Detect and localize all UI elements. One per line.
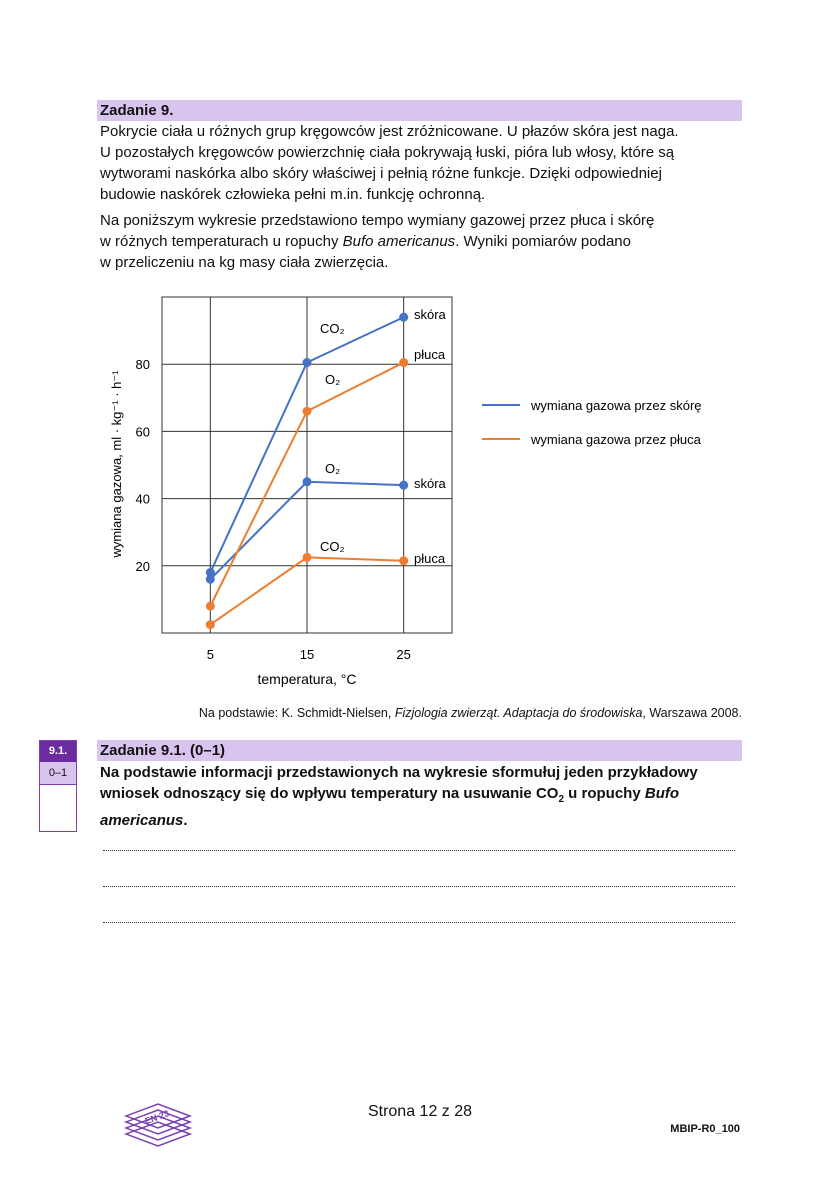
x-tick-label: 15: [299, 647, 315, 662]
intro-line: budowie naskórek człowieka pełni m.in. funkcję ochronną.: [100, 186, 486, 203]
desc-line: [100, 231, 740, 252]
source-prefix: Na podstawie: K. Schmidt-Nielsen,: [198, 706, 395, 720]
question-line: [100, 810, 750, 831]
chart-grid: [136, 297, 452, 662]
chart-legend: [482, 398, 702, 447]
question-line: [100, 783, 750, 810]
source-citation: [199, 706, 742, 720]
species-epithet: americanus: [100, 812, 184, 829]
data-point: [303, 407, 312, 416]
chart-description: [100, 210, 740, 273]
annot-co2-skin: CO₂: [320, 321, 345, 336]
subtask-number: 9.1.: [40, 741, 76, 762]
subtask-points: 0–1: [40, 762, 76, 785]
intro-line: wytworami naskórka albo skóry właściwej i pełnią różne funkcje. Dzięki odpowiedniej: [100, 165, 662, 182]
annot-end-lungs-lower: płuca: [414, 551, 446, 566]
annot-o2-lungs: O₂: [325, 372, 341, 387]
x-axis-label: temperatura, °C: [257, 671, 357, 687]
task-title: Zadanie 9.: [97, 100, 742, 121]
co2-subscript: 2: [558, 794, 565, 805]
annot-co2-lungs: CO₂: [320, 539, 345, 554]
annot-end-skin-upper: skóra: [414, 307, 446, 322]
y-tick-label: 20: [135, 558, 150, 574]
answer-line-2[interactable]: [103, 884, 735, 887]
page-number: Strona 12 z 28: [367, 1103, 473, 1120]
subtask-question: [100, 762, 750, 831]
legend-label-lungs: wymiana gazowa przez płuca: [531, 432, 701, 447]
x-tick-label: 5: [206, 647, 214, 662]
question-text: .: [183, 812, 188, 829]
desc-line: Na poniższym wykresie przedstawiono tempo wymiany gazowej przez płuca i skórę: [100, 212, 655, 229]
intro-line: U pozostałych kręgowców powierzchnię ciała pokrywają łuski, pióra lub włosy, które są: [100, 144, 675, 161]
intro-line: Pokrycie ciała u różnych grup kręgowców jest zróżnicowane. U płazów skóra jest naga.: [100, 123, 679, 140]
desc-line: w przeliczeniu na kg masy ciała zwierzęcia.: [100, 254, 389, 271]
score-box: [39, 740, 77, 832]
annot-end-lungs-upper: płuca: [414, 347, 446, 362]
score-field[interactable]: [40, 785, 76, 830]
logo-text: EN 23: [143, 1108, 171, 1127]
x-tick-label: 25: [396, 647, 411, 662]
question-line: Na podstawie informacji przedstawionych na wykresie sformułuj jeden przykładowy: [100, 764, 698, 781]
source-suffix: , Warszawa 2008.: [642, 706, 742, 720]
annot-o2-skin: O₂: [325, 461, 341, 476]
data-point: [206, 575, 215, 584]
desc-text: . Wyniki pomiarów podano: [455, 233, 631, 250]
chart-annotations: [320, 307, 447, 566]
question-text: wniosek odnoszący się do wpływu temperatury na usuwanie CO: [100, 785, 559, 802]
data-point: [206, 620, 215, 629]
data-point: [399, 481, 408, 490]
data-point: [206, 602, 215, 611]
data-point: [399, 358, 408, 367]
answer-line-1[interactable]: [103, 848, 735, 851]
legend-label-skin: wymiana gazowa przez skórę: [531, 398, 702, 413]
data-point: [303, 358, 312, 367]
task-intro: [100, 121, 740, 205]
desc-text: w różnych temperaturach u ropuchy: [100, 233, 343, 250]
data-point: [303, 477, 312, 486]
gas-exchange-chart: [0, 290, 840, 690]
y-tick-label: 40: [135, 491, 150, 507]
y-axis-label: wymiana gazowa, ml · kg⁻¹ · h⁻¹: [109, 370, 124, 558]
y-tick-label: 80: [135, 357, 150, 373]
source-title: Fizjologia zwierząt. Adaptacja do środowiska: [394, 706, 643, 720]
data-point: [399, 556, 408, 565]
species-name: Bufo americanus: [342, 233, 456, 250]
species-genus: Bufo: [644, 785, 680, 802]
axis-labels: [109, 370, 356, 687]
exam-code: MBIP-R0_100: [670, 1123, 740, 1135]
data-point: [399, 313, 408, 322]
answer-line-3[interactable]: [103, 920, 735, 923]
y-tick-label: 60: [135, 424, 150, 440]
data-point: [303, 553, 312, 562]
annot-end-skin-lower: skóra: [414, 476, 446, 491]
subtask-title: Zadanie 9.1. (0–1): [97, 740, 742, 761]
question-text: u ropuchy: [564, 785, 645, 802]
